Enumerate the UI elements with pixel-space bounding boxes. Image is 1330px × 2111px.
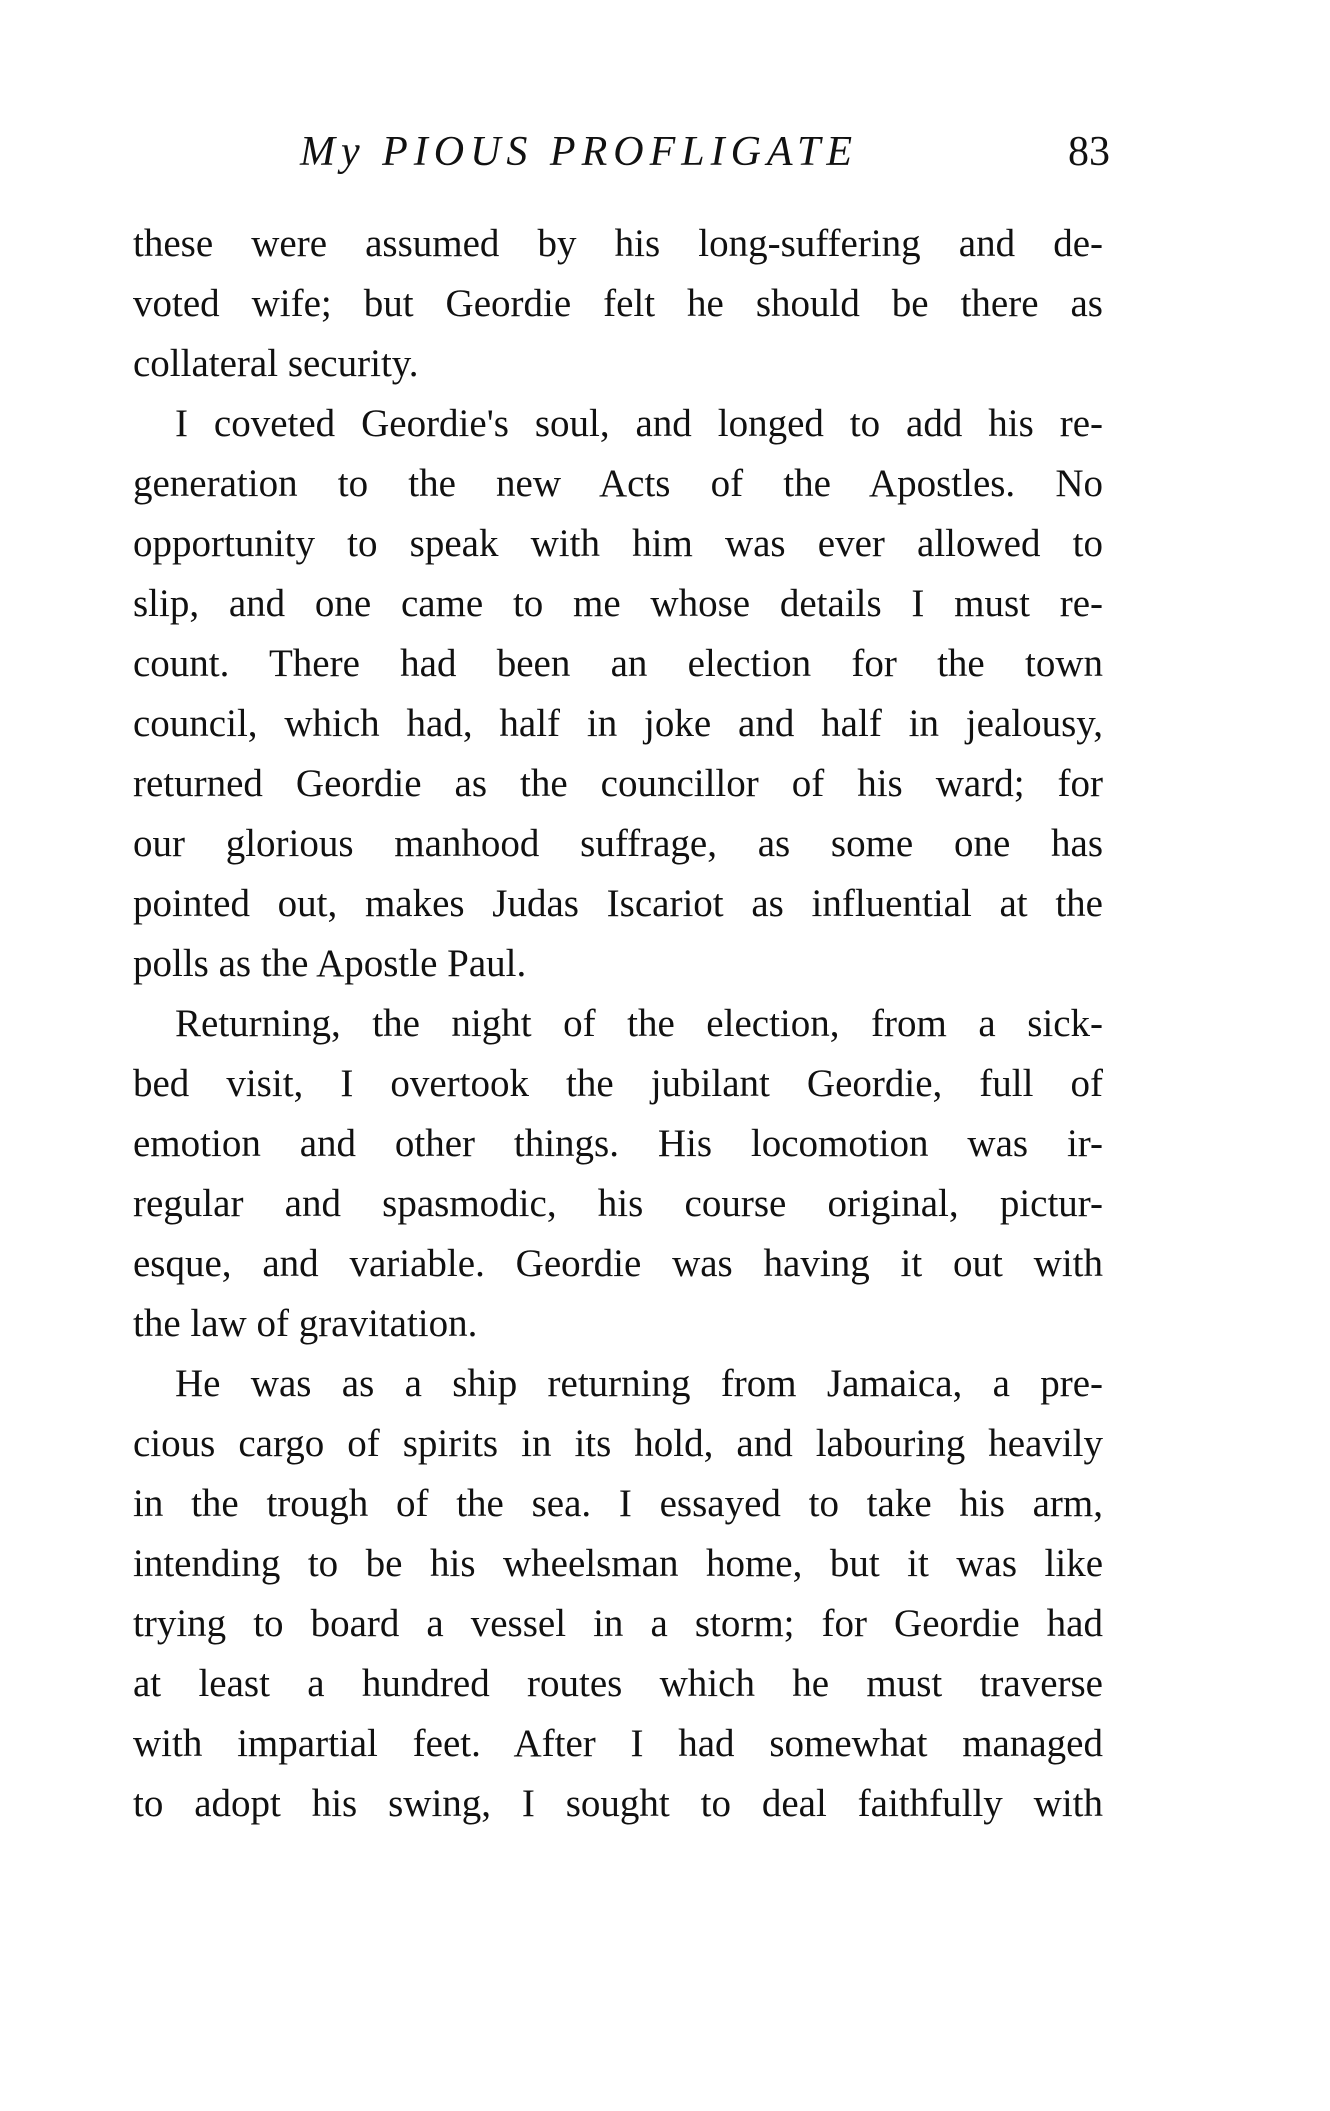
text-line: these were assumed by his long-suffering and de-	[133, 222, 1103, 265]
text-line: regular and spasmodic, his course original, pictur-	[133, 1182, 1103, 1225]
running-title: My PIOUS PROFLIGATE	[300, 129, 859, 175]
text-line: in the trough of the sea. I essayed to take his arm,	[133, 1482, 1103, 1525]
text-line: pointed out, makes Judas Iscariot as influential at the	[133, 882, 1103, 925]
text-line: opportunity to speak with him was ever allowed to	[133, 522, 1103, 565]
text-line: to adopt his swing, I sought to deal faithfully with	[133, 1782, 1103, 1825]
text-line: voted wife; but Geordie felt he should be there as	[133, 282, 1103, 325]
text-line: polls as the Apostle Paul.	[133, 942, 527, 985]
text-line: count. There had been an election for the town	[133, 642, 1103, 685]
paragraph	[133, 1354, 1103, 1834]
body-text	[133, 214, 1103, 1834]
text-line: I coveted Geordie's soul, and longed to add his re-	[175, 402, 1103, 445]
text-line: emotion and other things. His locomotion was ir-	[133, 1122, 1103, 1165]
running-head	[300, 128, 1110, 188]
text-line: at least a hundred routes which he must traverse	[133, 1662, 1103, 1705]
text-line: cious cargo of spirits in its hold, and labouring heavily	[133, 1422, 1103, 1465]
text-line: with impartial feet. After I had somewhat managed	[133, 1722, 1103, 1765]
text-line: our glorious manhood suffrage, as some one has	[133, 822, 1103, 865]
text-line: council, which had, half in joke and half in jealousy,	[133, 702, 1103, 745]
text-line: trying to board a vessel in a storm; for Geordie had	[133, 1602, 1103, 1645]
text-line: collateral security.	[133, 342, 419, 385]
text-line: bed visit, I overtook the jubilant Geordie, full of	[133, 1062, 1103, 1105]
text-line: He was as a ship returning from Jamaica, a pre-	[175, 1362, 1103, 1405]
text-line: intending to be his wheelsman home, but it was like	[133, 1542, 1103, 1585]
text-line: the law of gravitation.	[133, 1302, 478, 1345]
text-line: Returning, the night of the election, from a sick-	[175, 1002, 1103, 1045]
text-line: returned Geordie as the councillor of his ward; for	[133, 762, 1103, 805]
paragraph	[133, 394, 1103, 994]
page-number: 83	[1068, 129, 1110, 175]
text-line: generation to the new Acts of the Apostles. No	[133, 462, 1103, 505]
paragraph	[133, 994, 1103, 1354]
text-line: slip, and one came to me whose details I must re-	[133, 582, 1103, 625]
text-line: esque, and variable. Geordie was having it out with	[133, 1242, 1103, 1285]
paragraph	[133, 214, 1103, 394]
